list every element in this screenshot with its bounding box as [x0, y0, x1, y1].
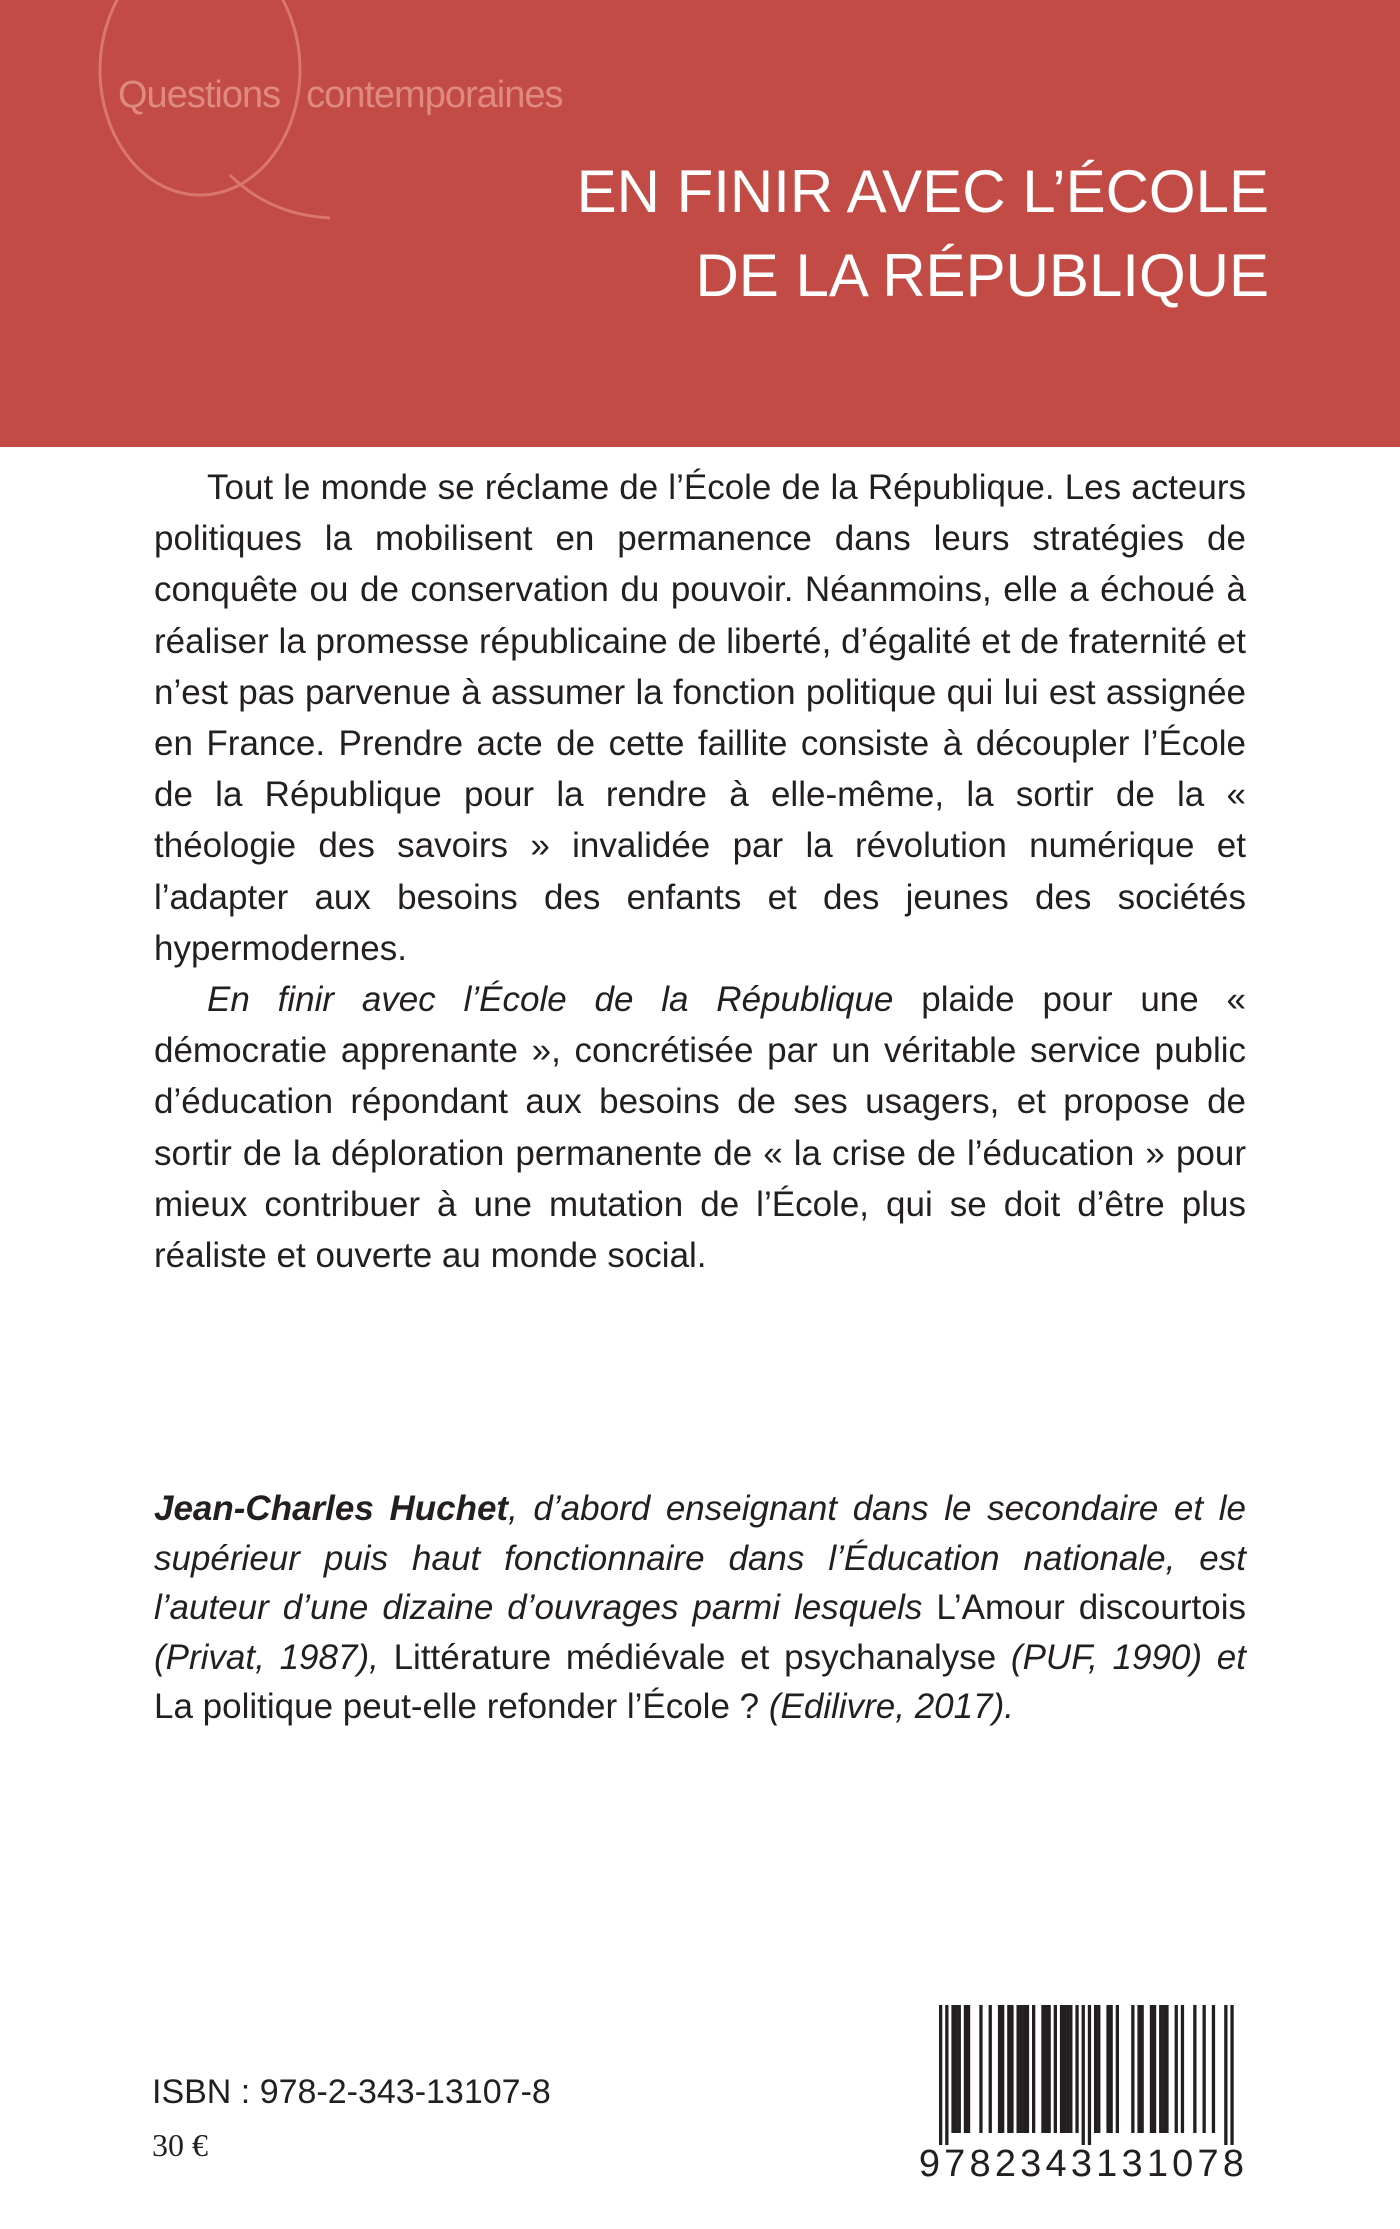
barcode-bar [989, 2005, 992, 2133]
author-pub-2: (PUF, 1990) et [996, 1637, 1246, 1677]
barcode-bar [998, 2005, 1001, 2133]
barcode-bar [1212, 2005, 1215, 2133]
barcode-bar [1162, 2005, 1165, 2133]
blurb-paragraph-2 [154, 974, 1246, 1281]
barcode-bar [1063, 2005, 1066, 2133]
blurb-paragraph-2-text: plaide pour une « démocratie apprenante », concrétisée par un véritable service public d’éducation répondant aux besoins de ses usagers, et propose de sortir de la déploration permanente de « la crise de l’éducation » pour mieux contribuer à une mutation de l’École, qui se doit d’être plus réaliste et ouverte au monde social. [154, 980, 1246, 1276]
barcode-bar [1150, 2005, 1153, 2133]
barcode-bar [1069, 2005, 1072, 2133]
barcode-bar [1048, 2005, 1051, 2133]
series-word-2: contemporaines [306, 74, 563, 116]
barcode-bar [939, 2005, 942, 2145]
series-word-1: Questions [118, 74, 281, 116]
barcode-bar [1007, 2005, 1010, 2133]
barcode-bar [1082, 2005, 1085, 2145]
blurb-book-title: En finir avec l’École de la République [207, 980, 894, 1020]
author-bio-paragraph [154, 1484, 1246, 1732]
author-book-2: Littérature médiévale et psychanalyse [393, 1637, 997, 1677]
barcode-bar [1137, 2005, 1140, 2133]
barcode-bar [951, 2005, 954, 2133]
barcode-bar [1044, 2005, 1047, 2133]
author-pub-1: (Privat, 1987), [154, 1637, 394, 1677]
barcode-bar [1088, 2005, 1091, 2145]
header-band [0, 0, 1400, 447]
barcode-bar [1230, 2005, 1233, 2145]
barcode-bar [979, 2005, 982, 2133]
barcode-bar [1131, 2005, 1134, 2133]
book-title [577, 150, 1269, 318]
title-line-1: EN FINIR AVEC L’ÉCOLE [576, 158, 1269, 225]
author-name: Jean-Charles Huchet [154, 1489, 509, 1528]
blurb-paragraph-1: Tout le monde se réclame de l’École de la République. Les acteurs politiques la mobilisent en permanence dans leurs stratégies de conquête ou de conservation du pouvoir. Néanmoins, elle a échoué à réaliser la promesse républicaine de liberté, d’égalité et de fraternité et n’est pas parvenue à assumer la fonction politique qui lui est assignée en France. Prendre acte de cette faillite consiste à découpler l’École de la République pour la rendre à elle-même, la sortir de la « théologie des savoirs » invalidée par la révolution numérique et l’adapter aux besoins des enfants et des jeunes des sociétés hypermodernes. [154, 468, 1246, 968]
author-book-3: La politique peut-elle refonder l’École ? [154, 1687, 760, 1726]
barcode-bar [964, 2005, 967, 2133]
barcode-bar [1026, 2005, 1029, 2133]
series-name [118, 74, 588, 117]
barcode-bar [1010, 2005, 1013, 2133]
barcode-bar [1224, 2005, 1227, 2145]
barcode-bar [1075, 2005, 1078, 2133]
barcode-bar [1153, 2005, 1156, 2133]
barcode-bar [1017, 2005, 1020, 2133]
barcode-bar [1116, 2005, 1119, 2133]
barcode-bar [1066, 2005, 1069, 2133]
isbn: ISBN : 978-2-343-13107-8 [152, 2073, 551, 2111]
barcode-bar [1159, 2005, 1162, 2133]
barcode-bars [917, 1995, 1250, 2145]
barcode-digits: 9782343131078 [918, 2143, 1249, 2185]
barcode-bar [1041, 2005, 1044, 2133]
barcode-bar [945, 2005, 948, 2145]
barcode-bar [1020, 2005, 1023, 2133]
barcode-bar [1060, 2005, 1063, 2133]
barcode-bar [1141, 2005, 1144, 2133]
title-line-2: DE LA RÉPUBLIQUE [695, 242, 1269, 309]
barcode-bar [1175, 2005, 1178, 2133]
barcode-bar [967, 2005, 970, 2133]
blurb [154, 462, 1246, 1281]
barcode-bar [1193, 2005, 1196, 2133]
barcode-bar [1110, 2005, 1113, 2133]
barcode-bar [1181, 2005, 1184, 2133]
barcode-bar [1023, 2005, 1026, 2133]
barcode-bar [1094, 2005, 1097, 2133]
price: 30 € [152, 2127, 208, 2163]
barcode-bar [955, 2005, 958, 2133]
barcode [917, 1995, 1250, 2190]
author-pub-3: (Edilivre, 2017). [759, 1687, 1014, 1726]
barcode-bar [1001, 2005, 1004, 2133]
barcode-bar [958, 2005, 961, 2133]
barcode-bar [1203, 2005, 1206, 2133]
barcode-bar [1106, 2005, 1109, 2133]
author-bio [154, 1484, 1246, 1732]
barcode-bar [1165, 2005, 1168, 2133]
author-book-1: L’Amour discourtois [936, 1588, 1246, 1627]
barcode-bar [1032, 2005, 1035, 2133]
author-bio-intro: , d’abord enseignant dans le secondaire et le supérieur puis haut fonctionnaire dans l’Éducation nationale, est l’auteur d’une dizaine d’ouvrages parmi lesquels [154, 1489, 1246, 1627]
barcode-bar [1097, 2005, 1100, 2133]
barcode-bar [1054, 2005, 1057, 2133]
